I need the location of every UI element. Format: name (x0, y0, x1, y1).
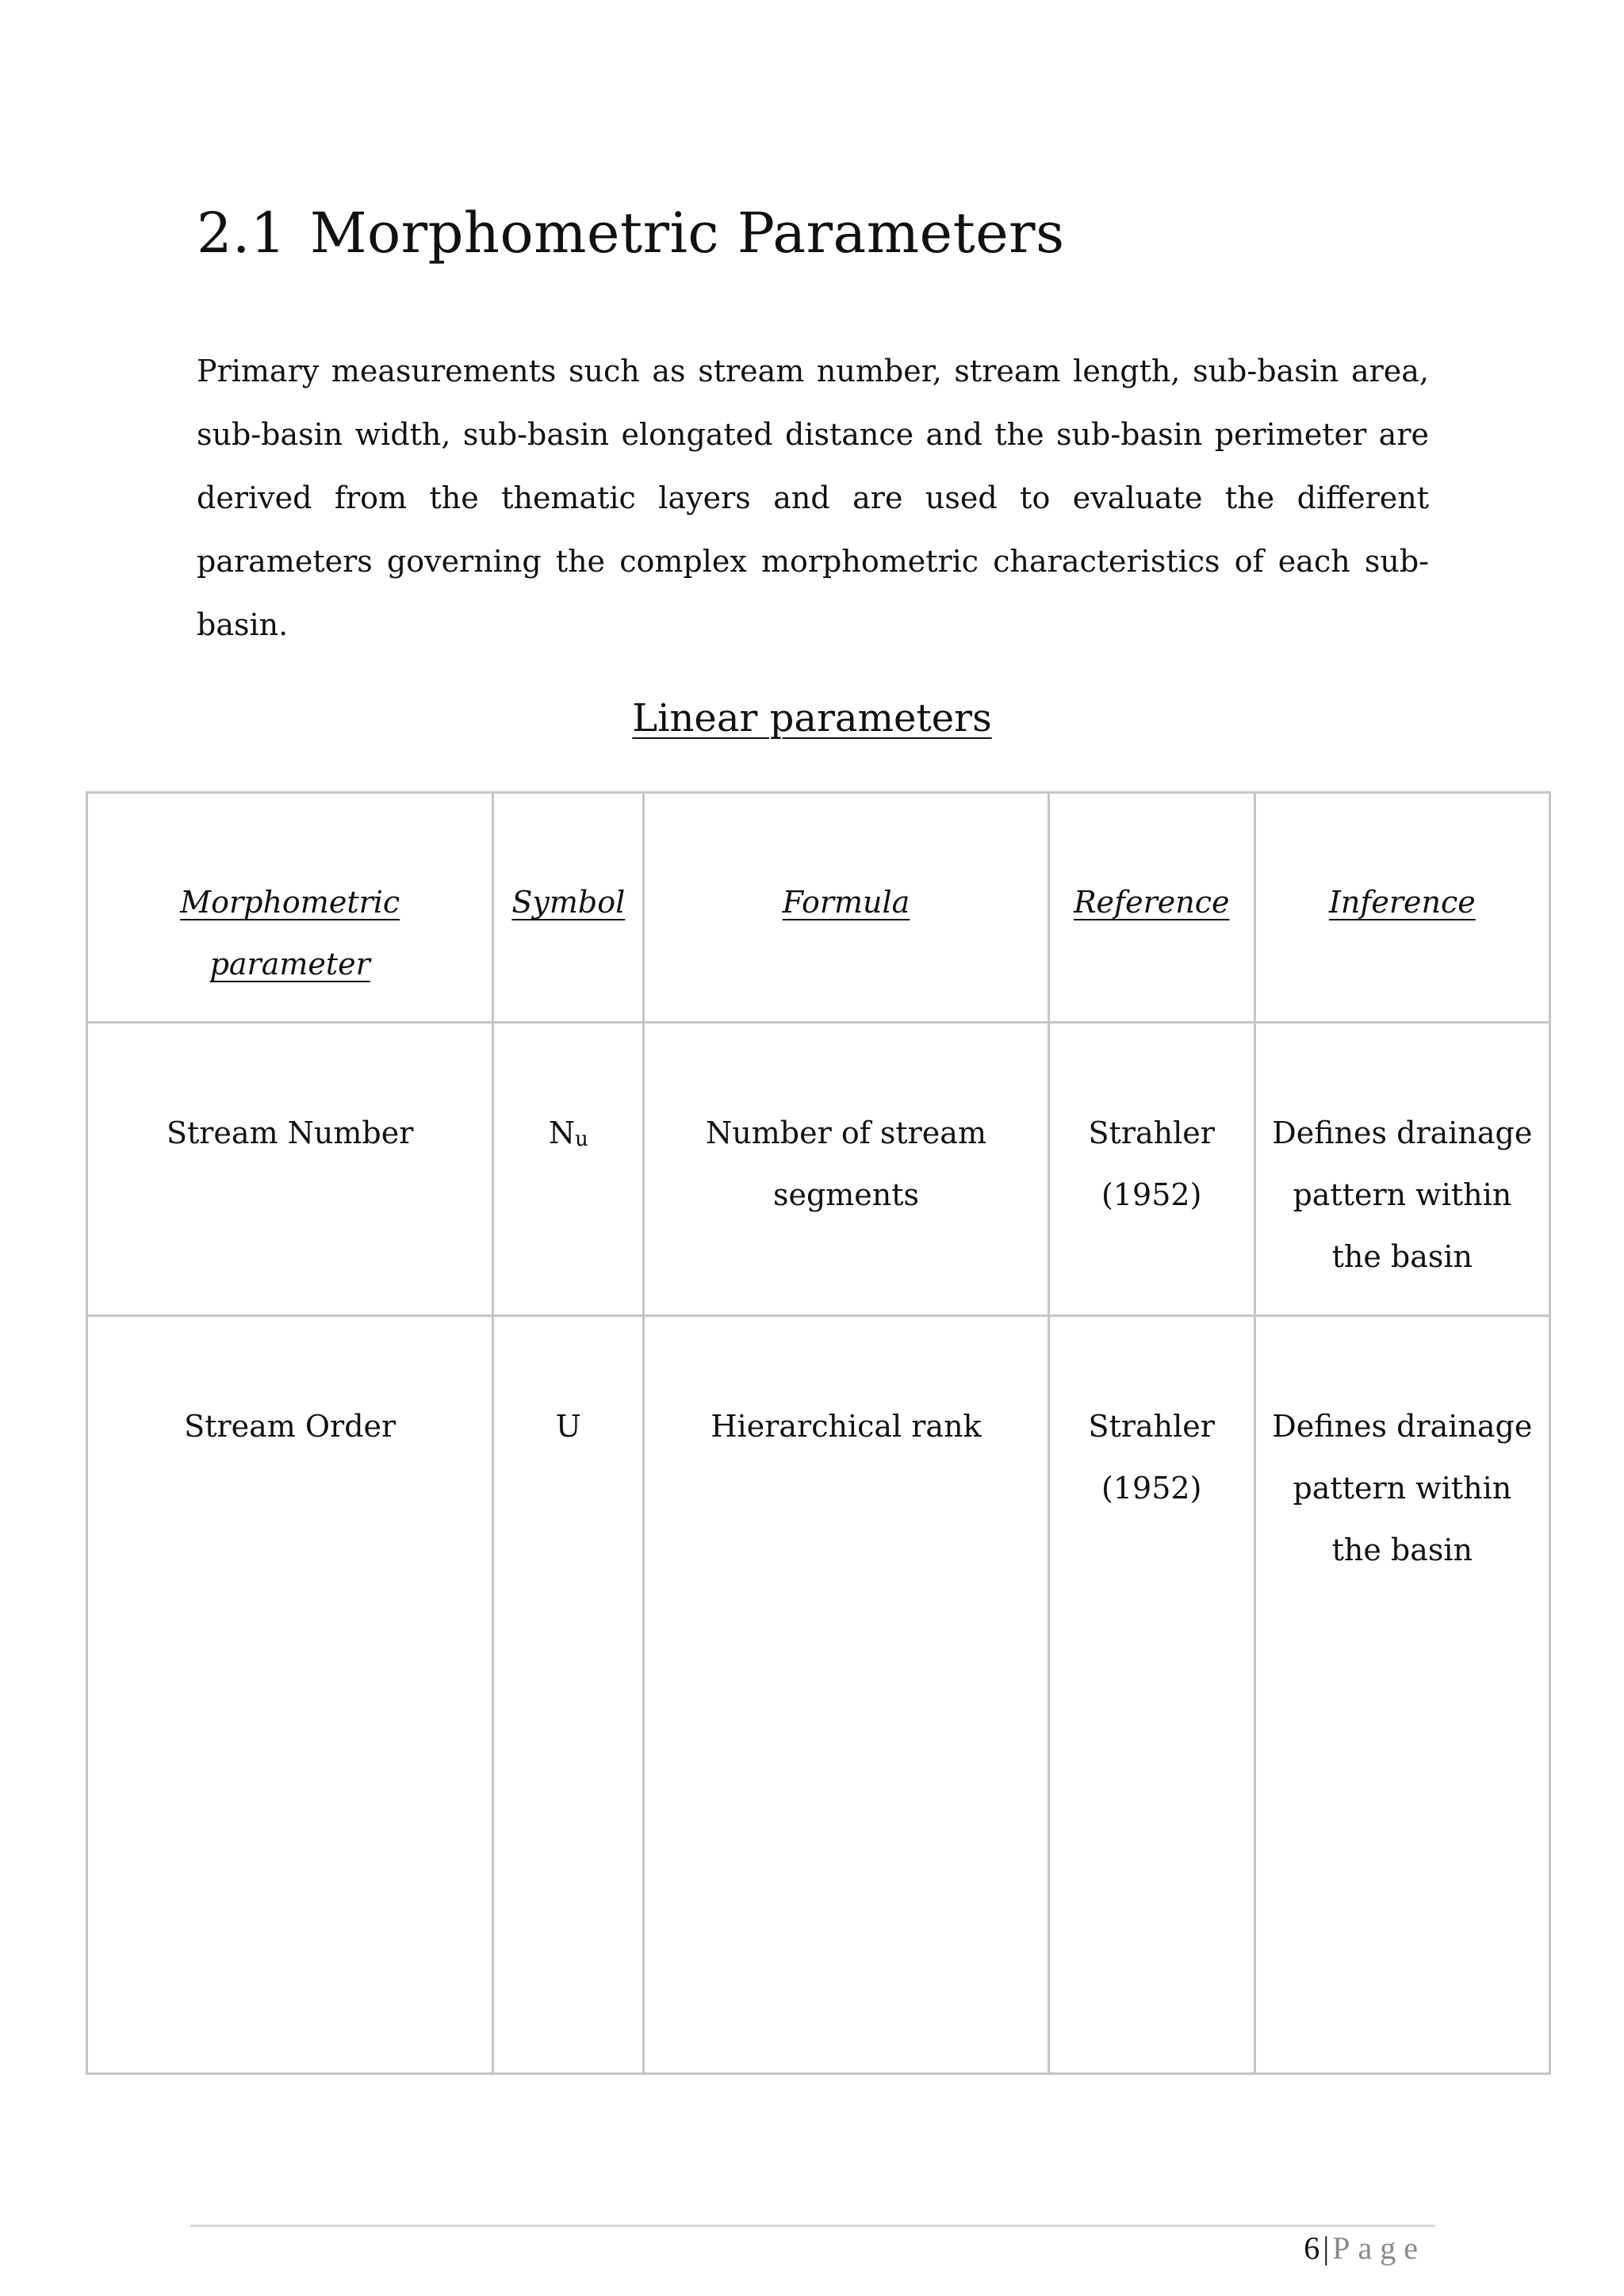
cell-symbol (493, 1316, 644, 2074)
cell-parameter: Stream Number (87, 1023, 493, 1316)
cell-formula: Hierarchical rank (644, 1316, 1049, 2074)
page-label: Page (1332, 2230, 1426, 2266)
section-number: 2.1 (197, 201, 286, 266)
cell-formula: Number of stream segments (644, 1023, 1049, 1316)
section-title: Morphometric Parameters (309, 201, 1065, 266)
cell-reference: Strahler (1952) (1048, 1023, 1254, 1316)
cell-inference: Defines drainage pattern within the basin (1254, 1316, 1549, 2074)
cell-symbol (493, 1023, 644, 1316)
table-row (87, 1023, 1550, 1316)
symbol-base: U (555, 1409, 581, 1444)
section-heading (197, 200, 1065, 266)
column-header-reference: Reference (1048, 793, 1254, 1023)
column-header-inference: Inference (1254, 793, 1549, 1023)
cell-reference: Strahler (1952) (1048, 1316, 1254, 2074)
cell-inference: Defines drainage pattern within the basin (1254, 1023, 1549, 1316)
linear-parameters-table (86, 791, 1551, 2075)
table-caption: Linear parameters (632, 696, 992, 740)
page-number: 6 (1304, 2230, 1320, 2266)
column-header-formula: Formula (644, 793, 1049, 1023)
symbol-subscript: u (575, 1127, 588, 1151)
column-header-parameter: Morphometric parameter (87, 793, 493, 1023)
column-header-symbol: Symbol (493, 793, 644, 1023)
table-row (87, 1316, 1550, 2074)
table-header-row (87, 793, 1550, 1023)
intro-paragraph: Primary measurements such as stream number, stream length, sub-basin area, sub-basin width, sub-basin elongated distance and the sub-basin perimeter are derived from the thematic layers and are used to evaluate the different parameters governing the complex morphometric characteristics of each sub-basin. (197, 354, 1429, 642)
cell-parameter: Stream Order (87, 1316, 493, 2074)
footer-divider (190, 2225, 1435, 2227)
footer-separator: | (1323, 2230, 1330, 2266)
page-footer (1304, 2226, 1426, 2271)
symbol-base: N (548, 1115, 576, 1150)
